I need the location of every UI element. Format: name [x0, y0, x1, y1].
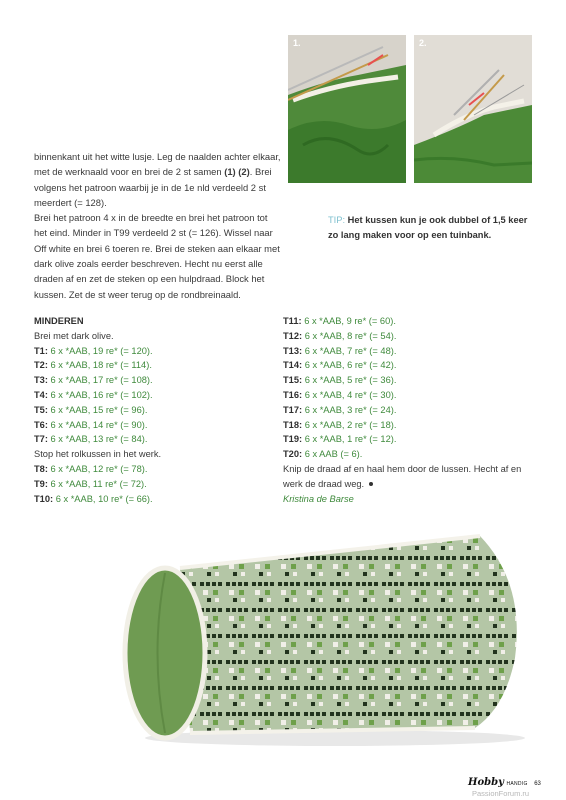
row-instruction: 6 x *AAB, 14 re* (= 90).	[47, 419, 148, 430]
decrease-row	[283, 373, 523, 388]
row-number: T20:	[283, 449, 303, 460]
row-instruction: 6 x *AAB, 17 re* (= 108).	[47, 375, 153, 386]
magazine-subtitle: HANDIG	[506, 781, 528, 787]
row-number: T17:	[283, 404, 303, 415]
decrease-row	[283, 403, 523, 418]
tip-box	[328, 213, 528, 242]
row-number: T4:	[34, 389, 48, 400]
row-number: T16:	[283, 389, 303, 400]
step-photo-2	[414, 35, 532, 183]
closing-instruction	[283, 462, 523, 492]
row-number: T1:	[34, 345, 48, 356]
decrease-row	[34, 477, 274, 492]
row-number: T12:	[283, 330, 303, 341]
row-number: T14:	[283, 360, 303, 371]
row-instruction: 6 x *AAB, 18 re* (= 114).	[47, 360, 152, 371]
row-instruction: 6 x *AAB, 19 re* (= 120).	[47, 345, 153, 356]
row-number: T19:	[283, 434, 303, 445]
author-name: Kristina de Barse	[283, 493, 354, 504]
decrease-row	[34, 373, 274, 388]
row-instruction: 6 x *AAB, 15 re* (= 96).	[47, 404, 148, 415]
tip-text: Het kussen kun je ook dubbel of 1,5 keer zo lang maken voor op een tuinbank.	[328, 215, 528, 240]
row-number: T3:	[34, 375, 48, 386]
decrease-row	[283, 418, 523, 433]
decrease-row	[34, 358, 274, 373]
end-marker-icon	[369, 482, 373, 486]
page-number: 63	[534, 781, 541, 787]
row-instruction: 6 x *AAB, 3 re* (= 24).	[302, 404, 397, 415]
row-number: T9:	[34, 478, 48, 489]
decrease-row	[283, 329, 523, 344]
row-instruction: 6 x *AAB, 6 re* (= 42).	[302, 360, 397, 371]
row-instruction: 6 x *AAB, 8 re* (= 54).	[302, 330, 397, 341]
row-instruction: 6 x *AAB, 2 re* (= 18).	[302, 419, 397, 430]
decrease-row	[283, 447, 523, 462]
step-photo-1	[288, 35, 406, 183]
decrease-row	[34, 432, 274, 447]
intro-part2: . Brei volgens het patroon waarbij je in de 1e nld verdeeld 2 st meerdert (= 128).	[34, 166, 272, 208]
row-instruction: 6 x *AAB, 9 re* (= 60).	[301, 316, 396, 326]
row-number: T11:	[283, 316, 302, 326]
minderen-right-column	[283, 314, 523, 506]
minderen-intro: Brei met dark olive.	[34, 330, 114, 341]
row-number: T7:	[34, 434, 48, 445]
decrease-row	[34, 492, 274, 507]
decrease-row	[34, 462, 274, 477]
decrease-row	[283, 314, 523, 329]
minderen-left-column	[34, 314, 274, 506]
decrease-row	[34, 418, 274, 433]
decrease-row	[283, 432, 523, 447]
intro-part1: binnenkant uit het witte lusje. Leg de naalden achter elkaar, met de werknaald voor en brei de 2 st samen	[34, 151, 281, 178]
row-number: T18:	[283, 419, 303, 430]
photo-label-1: 1.	[293, 38, 301, 48]
knitting-photo-1	[288, 35, 406, 183]
stop-instruction: Stop het rolkussen in het werk.	[34, 449, 162, 460]
row-number: T8:	[34, 463, 48, 474]
magazine-branding	[468, 777, 541, 788]
row-instruction: 6 x AAB (= 6).	[302, 449, 363, 460]
decrease-row	[283, 358, 523, 373]
row-instruction: 6 x *AAB, 7 re* (= 48).	[302, 345, 397, 356]
bolster-pillow-photo	[120, 528, 540, 748]
row-instruction: 6 x *AAB, 11 re* (= 72).	[47, 478, 147, 489]
row-number: T5:	[34, 404, 48, 415]
rows-group-b	[34, 462, 274, 506]
decrease-row	[34, 388, 274, 403]
knitting-photo-2	[414, 35, 532, 183]
photo-label-2: 2.	[419, 38, 427, 48]
row-number: T6:	[34, 419, 48, 430]
row-instruction: 6 x *AAB, 16 re* (= 102).	[47, 389, 153, 400]
rows-group-c	[283, 314, 523, 462]
row-number: T13:	[283, 345, 303, 356]
tip-label: TIP:	[328, 215, 346, 225]
decrease-row	[283, 344, 523, 359]
row-number: T2:	[34, 360, 48, 371]
closing-text: Knip de draad af en haal hem door de lussen. Hecht af en werk de draad weg.	[283, 463, 522, 489]
intro-paragraph-2: Brei het patroon 4 x in de breedte en brei het patroon tot het eind. Minder in T99 verdeeld 2 st (= 126). Wissel naar Off white en brei 6 toeren re. Brei de steken aan elkaar met dark olive zoals eerder beschreven. Hecht nu eerst alle draden af en zet de steken op een hulpdraad. Block het kussen. Zet de st weer terug op de rondbreinaald.	[34, 212, 280, 300]
row-number: T10:	[34, 493, 54, 504]
photo-reference: (1) (2)	[224, 166, 250, 178]
row-instruction: 6 x *AAB, 1 re* (= 12).	[302, 434, 397, 445]
row-instruction: 6 x *AAB, 13 re* (= 84).	[47, 434, 148, 445]
decrease-row	[283, 388, 523, 403]
magazine-logo: Hobby	[468, 777, 504, 788]
pillow-body	[180, 536, 517, 733]
section-heading: MINDEREN	[34, 316, 84, 326]
rows-group-a	[34, 344, 274, 448]
watermark: PassionForum.ru	[472, 789, 530, 798]
row-instruction: 6 x *AAB, 10 re* (= 66).	[53, 493, 153, 504]
row-instruction: 6 x *AAB, 12 re* (= 78).	[47, 463, 148, 474]
decrease-row	[34, 344, 274, 359]
row-instruction: 6 x *AAB, 5 re* (= 36).	[302, 375, 397, 386]
row-instruction: 6 x *AAB, 4 re* (= 30).	[302, 389, 397, 400]
intro-text	[34, 149, 282, 302]
decrease-row	[34, 403, 274, 418]
row-number: T15:	[283, 375, 303, 386]
